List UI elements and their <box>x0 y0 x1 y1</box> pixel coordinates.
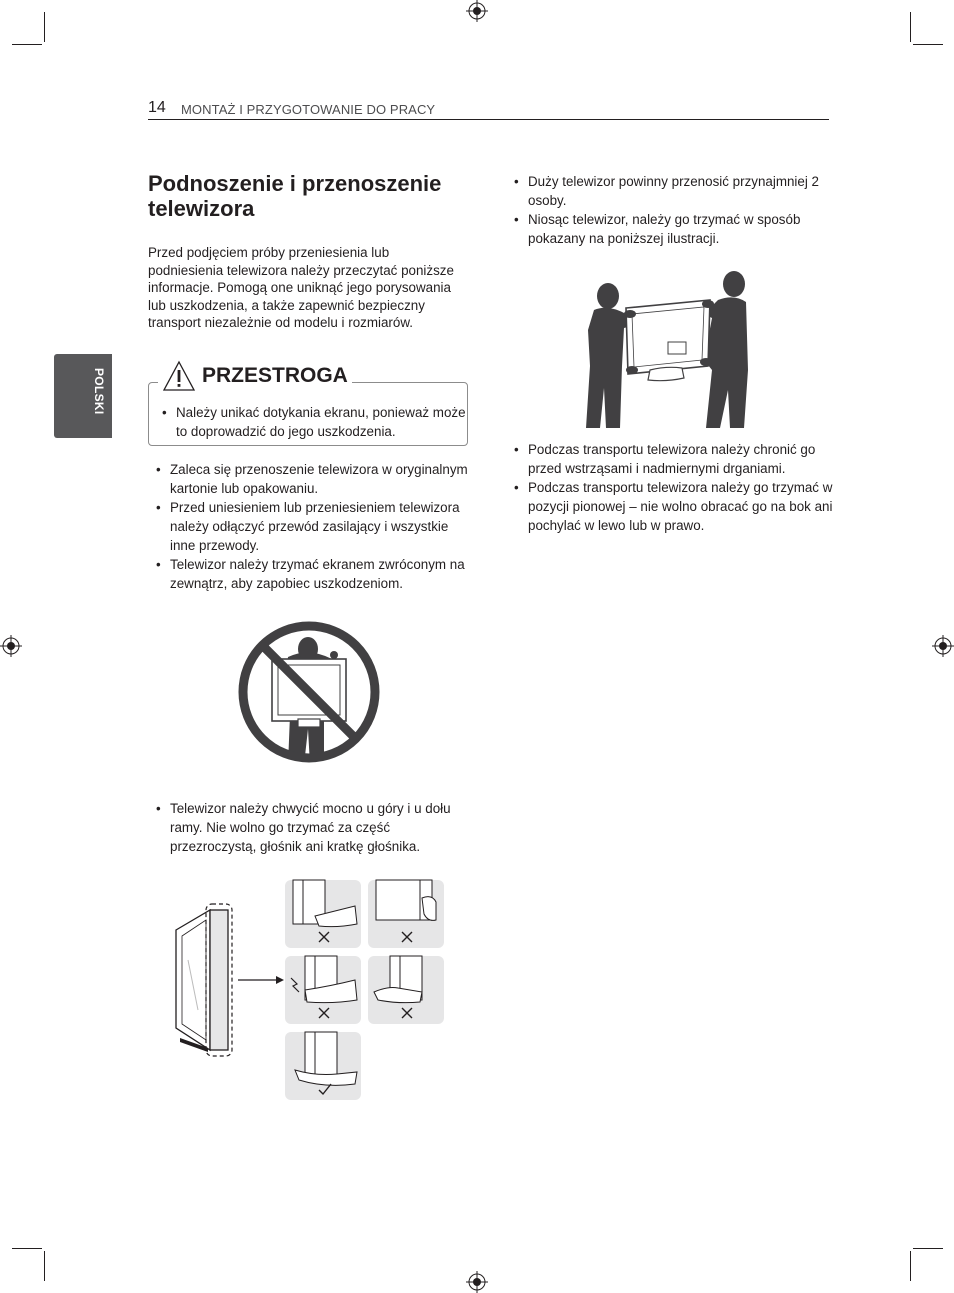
caution-label: PRZESTROGA <box>202 364 348 387</box>
grip-panel-wrong-4 <box>368 956 444 1024</box>
list-item: • Duży telewizor powinny przenosić przynajmniej 2 osoby. <box>506 172 834 210</box>
crop-mark <box>910 12 911 42</box>
list-item: • Przed uniesieniem lub przeniesieniem telewizora należy odłączyć przewód zasilający i wszystkie inne przewody. <box>148 498 470 555</box>
two-person-carry-illustration <box>586 270 748 428</box>
registration-mark-icon <box>466 0 488 22</box>
page-title: Podnoszenie i przenoszenie telewizora <box>148 171 442 221</box>
bullet-list <box>506 172 834 248</box>
list-item: • Należy unikać dotykania ekranu, ponieważ może to doprowadzić do jego uszkodzenia. <box>154 403 466 441</box>
bullet-list <box>148 799 470 856</box>
language-tab-label: POLSKI <box>92 368 106 415</box>
list-item: • Niosąc telewizor, należy go trzymać w sposób pokazany na poniższej ilustracji. <box>506 210 834 248</box>
crop-mark <box>12 1248 42 1249</box>
caution-heading <box>158 358 352 394</box>
list-item: • Podczas transportu telewizora należy chronić go przed wstrząsami i nadmiernymi drganiami. <box>506 440 834 478</box>
warning-triangle-icon <box>162 360 196 392</box>
grip-panel-wrong-2 <box>368 880 444 948</box>
caution-list <box>154 403 466 441</box>
grip-panel-correct <box>285 1032 361 1100</box>
crop-mark <box>910 1251 911 1281</box>
registration-mark-icon <box>0 635 22 657</box>
list-item: • Telewizor należy trzymać ekranem zwróconym na zewnątrz, aby zapobiec uszkodzeniom. <box>148 555 470 593</box>
page-number: 14 <box>148 99 166 116</box>
crop-mark <box>12 44 42 45</box>
intro-paragraph: Przed podjęciem próby przeniesienia lub podniesienia telewizora należy przeczytać poniższe informacje. Pomogą one uniknąć jego porysowania lub uszkodzenia, a także zapewnić bezpieczny transport niezależnie od modelu i rozmiarów. <box>148 245 454 330</box>
header-divider <box>148 119 829 120</box>
registration-mark-icon <box>466 1271 488 1293</box>
bullet-list <box>148 460 470 593</box>
language-tab <box>54 354 112 438</box>
crop-mark <box>913 1248 943 1249</box>
list-item: • Telewizor należy chwycić mocno u góry i u dołu ramy. Nie wolno go trzymać za część przezroczystą, głośnik ani kratkę głośnika. <box>148 799 470 856</box>
bullet-list <box>506 440 834 535</box>
crop-mark <box>913 44 943 45</box>
list-item: • Podczas transportu telewizora należy go trzymać w pozycji pionowej – nie wolno obracać go na bok ani pochylać w lewo lub w prawo. <box>506 478 834 535</box>
crop-mark <box>44 1251 45 1281</box>
grip-panel-wrong-3 <box>285 956 361 1024</box>
tv-frame-grip-illustration <box>168 900 288 1060</box>
registration-mark-icon <box>932 635 954 657</box>
grip-panel-wrong-1 <box>285 880 361 948</box>
list-item: • Zaleca się przenoszenie telewizora w oryginalnym kartonie lub opakowaniu. <box>148 460 470 498</box>
prohibited-carry-illustration <box>236 619 382 765</box>
section-title: MONTAŻ I PRZYGOTOWANIE DO PRACY <box>181 102 436 117</box>
crop-mark <box>44 12 45 42</box>
